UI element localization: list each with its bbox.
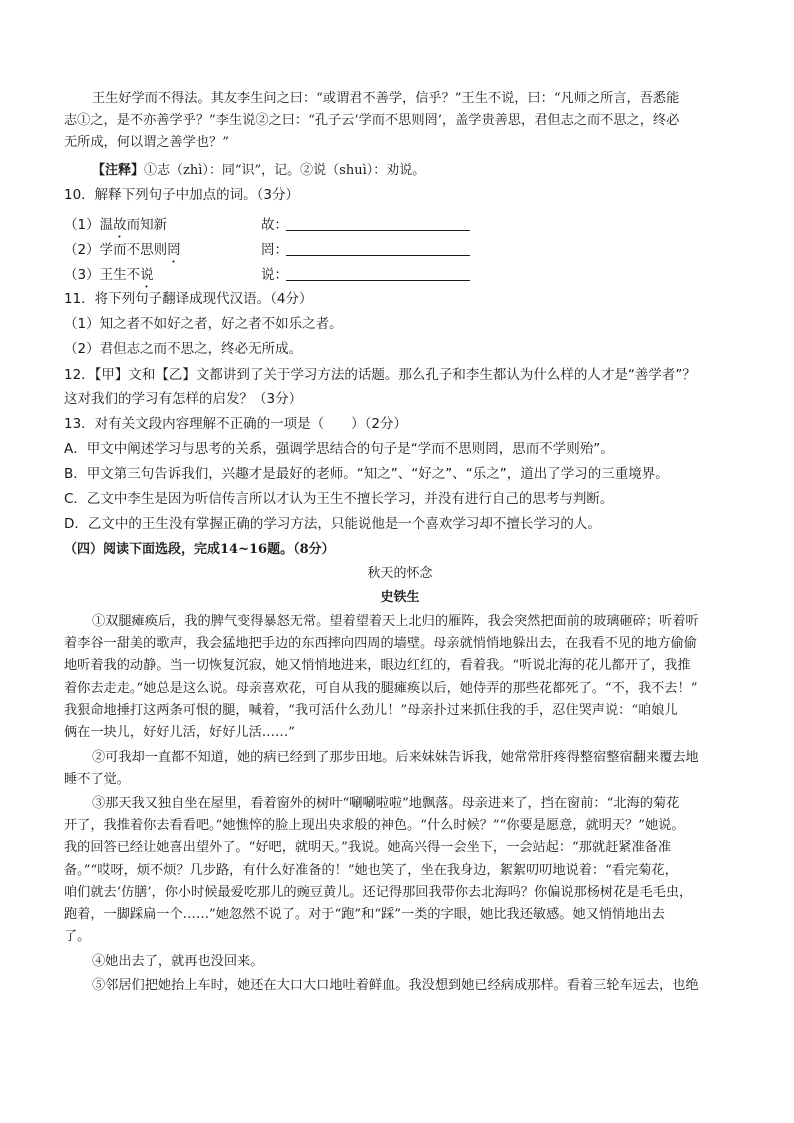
question-12-line: 12．【甲】文和【乙】文都讲到了关于学习方法的话题。那么孔子和李生都认为什么样的人才是“善学者”？ <box>64 367 696 383</box>
essay-line: ④她出去了，就再也没回来。 <box>92 954 264 969</box>
essay-author: 史铁生 <box>380 590 420 605</box>
question-13-option-d: D．乙文中的王生没有掌握正确的学习方法，只能说他是一个喜欢学习却不擅长学习的人。 <box>64 516 601 532</box>
essay-line: 开了，我推着你去看看吧。”她憔悴的脸上现出央求般的神色。“什么时候？”“你要是愿意，就明天？”她说。 <box>64 818 685 834</box>
essay-line: 着李谷一甜美的歌声，我会猛地把手边的东西摔向四周的墙壁。母亲就悄悄地躲出去，在我看不见的地方偷偷 <box>64 636 697 652</box>
essay-line: 咱们就去‘仿膳’，你小时候最爱吃那儿的豌豆黄儿。还记得那回我带你去北海吗？你偏说那杨树花是毛毛虫， <box>64 884 693 900</box>
passage-yi <box>64 88 736 155</box>
question-13-option-c: C．乙文中李生是因为听信传言所以才认为王生不擅长学习，并没有进行自己的思考与判断。 <box>64 491 614 507</box>
passage-yi-line: 志①之，是不亦善学乎？”李生说②之曰：“孔子云‘学而不思则罔’，盖学贵善思，君但志之而不思之，终必 <box>64 113 680 129</box>
question-11-item: （1）知之者不如好之者，好之者不如乐之者。 <box>64 316 343 332</box>
annotation <box>64 160 736 183</box>
essay-line: ①双腿瘫痪后，我的脾气变得暴怒无常。望着望着天上北归的雁阵，我会突然把面前的玻璃砸碎；听着听 <box>92 614 699 629</box>
question-13-title: 13．对有关文段内容理解不正确的一项是（ ）（2分） <box>64 416 408 432</box>
q10-word-label: 说： <box>261 267 288 283</box>
section-4-heading: （四）阅读下面选段，完成14~16题。（8分） <box>64 542 335 557</box>
essay-line: 备。”“哎呀，烦不烦？几步路，有什么好准备的！”她也笑了，坐在我身边，絮絮叨叨地说着：“看完菊花， <box>64 862 678 878</box>
essay-line: 跑着，一脚踩扁一个……”她忽然不说了。对于“跑”和“踩”一类的字眼，她比我还敏感。她又悄悄地出去 <box>64 907 665 923</box>
essay-line: 俩在一块儿，好好儿活，好好儿活……” <box>64 725 295 741</box>
annotation-label: 【注释】 <box>92 163 145 178</box>
answer-blank[interactable] <box>286 230 470 231</box>
essay-line: 我的回答已经让她喜出望外了。“好吧，就明天。”我说。她高兴得一会坐下，一会站起：“那就赶紧准备准 <box>64 840 672 856</box>
question-10-item <box>64 236 736 260</box>
question-10-title: 10．解释下列句子中加点的词。（3分） <box>64 187 300 203</box>
essay-title: 秋天的怀念 <box>367 566 433 581</box>
passage-yi-line: 王生好学而不得法。其友李生问之曰：“或谓君不善学，信乎？”王生不说，曰：“凡师之所言，吾悉能 <box>92 91 680 106</box>
question-13-option-b: B．甲文第三句告诉我们，兴趣才是最好的老师。“知之”、“好之”、“乐之”，道出了学习的三重境界。 <box>64 466 669 482</box>
question-11-title: 11．将下列句子翻译成现代汉语。（4分） <box>64 291 313 307</box>
question-10-item <box>64 211 736 235</box>
essay-line: 睡不了觉。 <box>64 772 130 788</box>
q10-word-label: 故： <box>261 217 288 233</box>
question-11-item: （2）君但志之而不思之，终必无所成。 <box>64 341 303 357</box>
essay-line: ②可我却一直都不知道，她的病已经到了那步田地。后来妹妹告诉我，她常常肝疼得整宿整宿翻来覆去地 <box>92 750 699 765</box>
essay-line: 地听着我的动静。当一切恢复沉寂，她又悄悄地进来，眼边红红的，看着我。“听说北海的花儿都开了，我推 <box>64 658 691 674</box>
q10-word-label: 罔： <box>261 242 288 258</box>
essay-line: 我狠命地捶打这两条可恨的腿，喊着，“我可活什么劲儿！”母亲扑过来抓住我的手，忍住哭声说：“咱娘儿 <box>64 702 678 718</box>
annotation-text: ①志（zhì）：同“识”，记。②说（shuì）：劝说。 <box>144 163 426 178</box>
essay-line: 着你去走走。”她总是这么说。母亲喜欢花，可自从我的腿瘫痪以后，她侍弄的那些花都死了。“不，我不去！” <box>64 680 698 696</box>
essay-paragraph-4 <box>64 951 736 973</box>
question-13-option-a: A．甲文中阐述学习与思考的关系，强调学思结合的句子是“学而不思则罔，思而不学则殆”。 <box>64 441 614 457</box>
essay-line: ③那天我又独自坐在屋里，看着窗外的树叶“唰唰啦啦”地飘落。母亲进来了，挡在窗前：“北海的菊花 <box>92 796 680 811</box>
essay-paragraph-5 <box>64 975 736 997</box>
essay-paragraph-2 <box>64 747 736 791</box>
question-12-line: 这对我们的学习有怎样的启发？（3分） <box>64 391 303 407</box>
essay-paragraph-1 <box>64 611 736 744</box>
essay-line: ⑤邻居们把她抬上车时，她还在大口大口地吐着鲜血。我没想到她已经病成那样。看着三轮车远去，也绝 <box>92 978 699 993</box>
q10-sentence: （3）王生不说 <box>64 267 154 283</box>
passage-yi-line: 无所成，何以谓之善学也？” <box>64 135 229 151</box>
q10-sentence: （1）温故而知新 <box>64 217 168 233</box>
answer-blank[interactable] <box>286 255 470 256</box>
essay-paragraph-3 <box>64 793 736 948</box>
essay-line: 了。 <box>64 929 91 945</box>
question-10-item <box>64 261 736 285</box>
q10-sentence: （2）学而不思则罔 <box>64 242 181 258</box>
answer-blank[interactable] <box>286 280 470 281</box>
